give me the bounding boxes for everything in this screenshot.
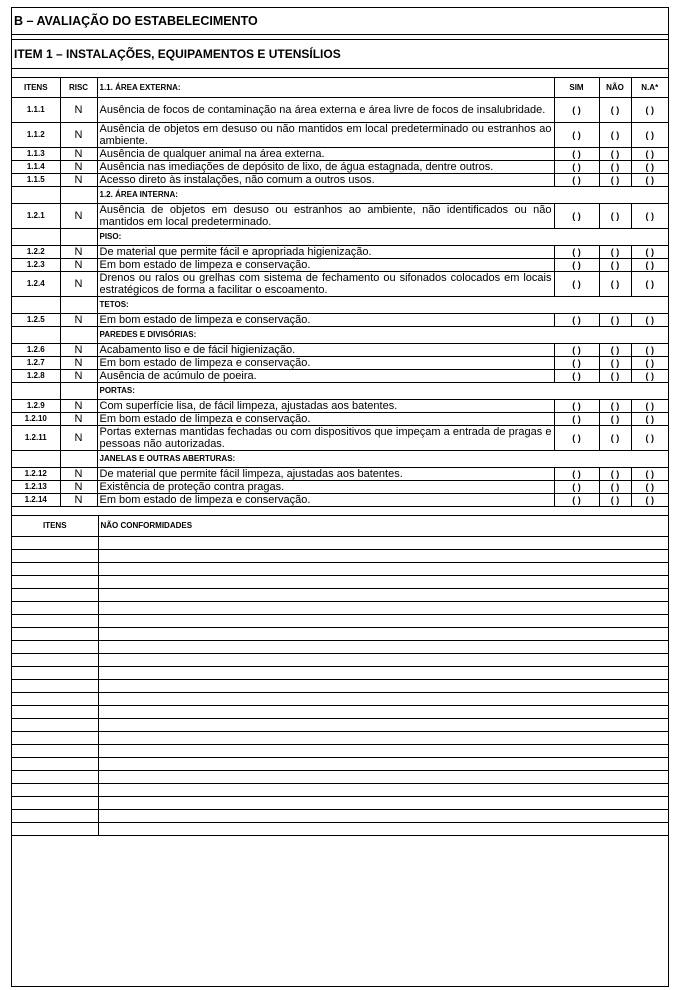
item-id: 1.2.10 (12, 413, 60, 426)
nc-description-cell[interactable] (98, 719, 668, 732)
option-nao[interactable]: ( ) (599, 272, 631, 297)
item-description: Ausência de objetos em desuso ou não mantidos em local predeterminado ou estranhos ao ambiente. (97, 123, 554, 148)
non-conformities-table (12, 516, 668, 836)
nc-item-cell[interactable] (12, 732, 98, 745)
item-risk: N (60, 148, 97, 161)
nc-item-cell[interactable] (12, 784, 98, 797)
item-description: Em bom estado de limpeza e conservação. (97, 357, 554, 370)
nc-item-cell[interactable] (12, 693, 98, 706)
subsection-row (12, 327, 668, 344)
nc-row (12, 784, 668, 797)
option-nao[interactable]: ( ) (599, 468, 631, 481)
item-risk: N (60, 123, 97, 148)
nc-description-cell[interactable] (98, 667, 668, 680)
item-id: 1.2.2 (12, 246, 60, 259)
nc-description-cell[interactable] (98, 706, 668, 719)
option-nao[interactable]: ( ) (599, 426, 631, 451)
option-na[interactable]: ( ) (631, 481, 668, 494)
nc-row (12, 641, 668, 654)
nc-description-cell[interactable] (98, 797, 668, 810)
empty-cell (12, 327, 60, 344)
empty-cell (12, 229, 60, 246)
checklist-table (12, 78, 668, 507)
subsection-row (12, 383, 668, 400)
item-id: 1.1.3 (12, 148, 60, 161)
option-na[interactable]: ( ) (631, 272, 668, 297)
nc-row (12, 823, 668, 836)
item-description: Em bom estado de limpeza e conservação. (97, 494, 554, 507)
nc-row (12, 719, 668, 732)
checklist-row (12, 246, 668, 259)
option-sim[interactable]: ( ) (554, 123, 599, 148)
checklist-row (12, 259, 668, 272)
nc-description-cell[interactable] (98, 563, 668, 576)
nc-row (12, 615, 668, 628)
option-nao[interactable]: ( ) (599, 314, 631, 327)
item-id: 1.2.7 (12, 357, 60, 370)
item-description: Ausência de focos de contaminação na área externa e área livre de focos de insalubridade. (97, 98, 554, 123)
empty-cell (12, 451, 60, 468)
option-nao[interactable]: ( ) (599, 259, 631, 272)
nc-item-cell[interactable] (12, 602, 98, 615)
header-area-externa: 1.1. ÁREA EXTERNA: (97, 78, 554, 98)
nc-item-cell[interactable] (12, 589, 98, 602)
option-na[interactable]: ( ) (631, 400, 668, 413)
checklist-row (12, 468, 668, 481)
subsection-title: TETOS: (97, 297, 668, 314)
nc-description-cell[interactable] (98, 628, 668, 641)
nc-item-cell[interactable] (12, 680, 98, 693)
nc-row (12, 680, 668, 693)
option-nao[interactable]: ( ) (599, 494, 631, 507)
option-na[interactable]: ( ) (631, 468, 668, 481)
nc-description-cell[interactable] (98, 537, 668, 550)
header-nao: NÃO (599, 78, 631, 98)
item-description: Em bom estado de limpeza e conservação. (97, 413, 554, 426)
subsection-row (12, 229, 668, 246)
option-sim[interactable]: ( ) (554, 468, 599, 481)
empty-cell (12, 383, 60, 400)
nc-item-cell[interactable] (12, 628, 98, 641)
option-na[interactable]: ( ) (631, 357, 668, 370)
item-risk: N (60, 426, 97, 451)
nc-row (12, 589, 668, 602)
item-id: 1.2.14 (12, 494, 60, 507)
evaluation-form (11, 7, 669, 987)
nc-description-cell[interactable] (98, 745, 668, 758)
nc-description-cell[interactable] (98, 680, 668, 693)
item-id: 1.2.9 (12, 400, 60, 413)
nc-item-cell[interactable] (12, 797, 98, 810)
empty-cell (60, 297, 97, 314)
empty-cell (60, 451, 97, 468)
item-description: De material que permite fácil limpeza, ajustadas aos batentes. (97, 468, 554, 481)
nc-row (12, 797, 668, 810)
nc-item-cell[interactable] (12, 615, 98, 628)
option-sim[interactable]: ( ) (554, 314, 599, 327)
option-nao[interactable]: ( ) (599, 357, 631, 370)
item-risk: N (60, 161, 97, 174)
item-description: Ausência de objetos em desuso ou estranhos ao ambiente, não identificados ou não mantidos em local predeterminado. (97, 204, 554, 229)
item-risk: N (60, 314, 97, 327)
nc-row (12, 758, 668, 771)
item-id: 1.2.11 (12, 426, 60, 451)
subsection-title: PAREDES E DIVISÓRIAS: (97, 327, 668, 344)
nc-description-cell[interactable] (98, 654, 668, 667)
checklist-row (12, 148, 668, 161)
checklist-row (12, 370, 668, 383)
item-risk: N (60, 413, 97, 426)
option-sim[interactable]: ( ) (554, 400, 599, 413)
item-description: Portas externas mantidas fechadas ou com dispositivos que impeçam a entrada de pragas e pessoas não autorizadas. (97, 426, 554, 451)
empty-cell (60, 327, 97, 344)
nc-header-label: NÃO CONFORMIDADES (98, 516, 668, 537)
nc-description-cell[interactable] (98, 641, 668, 654)
checklist-row (12, 357, 668, 370)
item-id: 1.2.4 (12, 272, 60, 297)
empty-cell (12, 187, 60, 204)
checklist-row (12, 174, 668, 187)
nc-row (12, 810, 668, 823)
nc-description-cell[interactable] (98, 771, 668, 784)
item-id: 1.2.1 (12, 204, 60, 229)
nc-row (12, 706, 668, 719)
spacer (12, 69, 668, 78)
nc-row (12, 745, 668, 758)
nc-row (12, 628, 668, 641)
section-title: B – AVALIAÇÃO DO ESTABELECIMENTO (12, 8, 668, 35)
nc-item-cell[interactable] (12, 771, 98, 784)
nc-description-cell[interactable] (98, 732, 668, 745)
nc-item-cell[interactable] (12, 823, 98, 836)
option-na[interactable]: ( ) (631, 246, 668, 259)
option-nao[interactable]: ( ) (599, 400, 631, 413)
subsection-title: PISO: (97, 229, 668, 246)
option-nao[interactable]: ( ) (599, 174, 631, 187)
nc-item-cell[interactable] (12, 706, 98, 719)
nc-description-cell[interactable] (98, 784, 668, 797)
item-risk: N (60, 468, 97, 481)
option-na[interactable]: ( ) (631, 314, 668, 327)
item-description: De material que permite fácil e apropriada higienização. (97, 246, 554, 259)
item-id: 1.2.3 (12, 259, 60, 272)
item-risk: N (60, 272, 97, 297)
nc-description-cell[interactable] (98, 589, 668, 602)
option-na[interactable]: ( ) (631, 174, 668, 187)
checklist-row (12, 98, 668, 123)
option-nao[interactable]: ( ) (599, 413, 631, 426)
nc-row (12, 654, 668, 667)
option-na[interactable]: ( ) (631, 161, 668, 174)
option-na[interactable]: ( ) (631, 494, 668, 507)
nc-item-cell[interactable] (12, 758, 98, 771)
nc-item-cell[interactable] (12, 745, 98, 758)
nc-description-cell[interactable] (98, 810, 668, 823)
option-sim[interactable]: ( ) (554, 413, 599, 426)
item-description: Ausência de acúmulo de poeira. (97, 370, 554, 383)
option-na[interactable]: ( ) (631, 123, 668, 148)
item-risk: N (60, 246, 97, 259)
option-na[interactable]: ( ) (631, 344, 668, 357)
option-nao[interactable]: ( ) (599, 204, 631, 229)
option-na[interactable]: ( ) (631, 426, 668, 451)
option-na[interactable]: ( ) (631, 204, 668, 229)
nc-item-cell[interactable] (12, 641, 98, 654)
option-sim[interactable]: ( ) (554, 148, 599, 161)
option-sim[interactable]: ( ) (554, 370, 599, 383)
nc-item-cell[interactable] (12, 576, 98, 589)
item-risk: N (60, 370, 97, 383)
subsection-row (12, 187, 668, 204)
item-description: Ausência de qualquer animal na área externa. (97, 148, 554, 161)
item-risk: N (60, 494, 97, 507)
checklist-row (12, 494, 668, 507)
checklist-row (12, 314, 668, 327)
option-sim[interactable]: ( ) (554, 481, 599, 494)
option-na[interactable]: ( ) (631, 98, 668, 123)
nc-description-cell[interactable] (98, 758, 668, 771)
header-itens: ITENS (12, 78, 60, 98)
item-id: 1.2.6 (12, 344, 60, 357)
item-description: Em bom estado de limpeza e conservação. (97, 314, 554, 327)
option-sim[interactable]: ( ) (554, 204, 599, 229)
header-risc: RISC (60, 78, 97, 98)
item-id: 1.1.4 (12, 161, 60, 174)
nc-row (12, 771, 668, 784)
subsection-title: PORTAS: (97, 383, 668, 400)
empty-cell (12, 297, 60, 314)
item-risk: N (60, 400, 97, 413)
nc-item-cell[interactable] (12, 810, 98, 823)
nc-row (12, 732, 668, 745)
item-description: Ausência nas imediações de depósito de lixo, de água estagnada, dentre outros. (97, 161, 554, 174)
item-risk: N (60, 204, 97, 229)
option-nao[interactable]: ( ) (599, 123, 631, 148)
nc-item-cell[interactable] (12, 550, 98, 563)
nc-description-cell[interactable] (98, 550, 668, 563)
empty-cell (60, 187, 97, 204)
subsection-title: 1.2. ÁREA INTERNA: (97, 187, 668, 204)
item-id: 1.1.1 (12, 98, 60, 123)
option-sim[interactable]: ( ) (554, 259, 599, 272)
option-sim[interactable]: ( ) (554, 357, 599, 370)
nc-item-cell[interactable] (12, 719, 98, 732)
checklist-row (12, 344, 668, 357)
option-sim[interactable]: ( ) (554, 272, 599, 297)
item-id: 1.2.12 (12, 468, 60, 481)
nc-header (12, 516, 668, 537)
item-risk: N (60, 481, 97, 494)
option-sim[interactable]: ( ) (554, 246, 599, 259)
nc-item-cell[interactable] (12, 654, 98, 667)
subsection-row (12, 297, 668, 314)
checklist-row (12, 413, 668, 426)
item-id: 1.2.8 (12, 370, 60, 383)
option-nao[interactable]: ( ) (599, 148, 631, 161)
nc-row (12, 537, 668, 550)
checklist-row (12, 161, 668, 174)
option-na[interactable]: ( ) (631, 413, 668, 426)
nc-row (12, 550, 668, 563)
item-description: Existência de proteção contra pragas. (97, 481, 554, 494)
option-sim[interactable]: ( ) (554, 161, 599, 174)
subsection-row (12, 451, 668, 468)
item-id: 1.1.2 (12, 123, 60, 148)
item-risk: N (60, 357, 97, 370)
checklist-row (12, 272, 668, 297)
option-nao[interactable]: ( ) (599, 161, 631, 174)
option-na[interactable]: ( ) (631, 259, 668, 272)
empty-cell (60, 229, 97, 246)
item-title: ITEM 1 – INSTALAÇÕES, EQUIPAMENTOS E UTENSÍLIOS (12, 40, 668, 69)
checklist-header (12, 78, 668, 98)
item-description: Em bom estado de limpeza e conservação. (97, 259, 554, 272)
item-description: Acabamento liso e de fácil higienização. (97, 344, 554, 357)
option-nao[interactable]: ( ) (599, 370, 631, 383)
option-sim[interactable]: ( ) (554, 494, 599, 507)
nc-row (12, 693, 668, 706)
nc-header-itens: ITENS (12, 516, 98, 537)
item-risk: N (60, 344, 97, 357)
header-sim: SIM (554, 78, 599, 98)
option-nao[interactable]: ( ) (599, 98, 631, 123)
option-nao[interactable]: ( ) (599, 246, 631, 259)
nc-description-cell[interactable] (98, 693, 668, 706)
header-na: N.A* (631, 78, 668, 98)
item-id: 1.2.13 (12, 481, 60, 494)
nc-item-cell[interactable] (12, 667, 98, 680)
option-na[interactable]: ( ) (631, 370, 668, 383)
item-description: Com superfície lisa, de fácil limpeza, ajustadas aos batentes. (97, 400, 554, 413)
option-sim[interactable]: ( ) (554, 344, 599, 357)
item-description: Drenos ou ralos ou grelhas com sistema de fechamento ou sifonados colocados em locais estratégicos de forma a facilitar o escoamento. (97, 272, 554, 297)
nc-item-cell[interactable] (12, 537, 98, 550)
nc-item-cell[interactable] (12, 563, 98, 576)
item-description: Acesso direto às instalações, não comum a outros usos. (97, 174, 554, 187)
checklist-row (12, 426, 668, 451)
option-nao[interactable]: ( ) (599, 481, 631, 494)
item-risk: N (60, 98, 97, 123)
nc-row (12, 563, 668, 576)
item-risk: N (60, 174, 97, 187)
nc-description-cell[interactable] (98, 576, 668, 589)
option-sim[interactable]: ( ) (554, 426, 599, 451)
empty-cell (60, 383, 97, 400)
checklist-row (12, 481, 668, 494)
item-id: 1.2.5 (12, 314, 60, 327)
option-sim[interactable]: ( ) (554, 98, 599, 123)
checklist-row (12, 400, 668, 413)
spacer (12, 507, 668, 516)
option-na[interactable]: ( ) (631, 148, 668, 161)
nc-description-cell[interactable] (98, 615, 668, 628)
item-id: 1.1.5 (12, 174, 60, 187)
checklist-row (12, 123, 668, 148)
subsection-title: JANELAS E OUTRAS ABERTURAS: (97, 451, 668, 468)
nc-description-cell[interactable] (98, 823, 668, 836)
option-nao[interactable]: ( ) (599, 344, 631, 357)
nc-row (12, 576, 668, 589)
item-risk: N (60, 259, 97, 272)
nc-row (12, 602, 668, 615)
option-sim[interactable]: ( ) (554, 174, 599, 187)
nc-row (12, 667, 668, 680)
checklist-row (12, 204, 668, 229)
nc-description-cell[interactable] (98, 602, 668, 615)
